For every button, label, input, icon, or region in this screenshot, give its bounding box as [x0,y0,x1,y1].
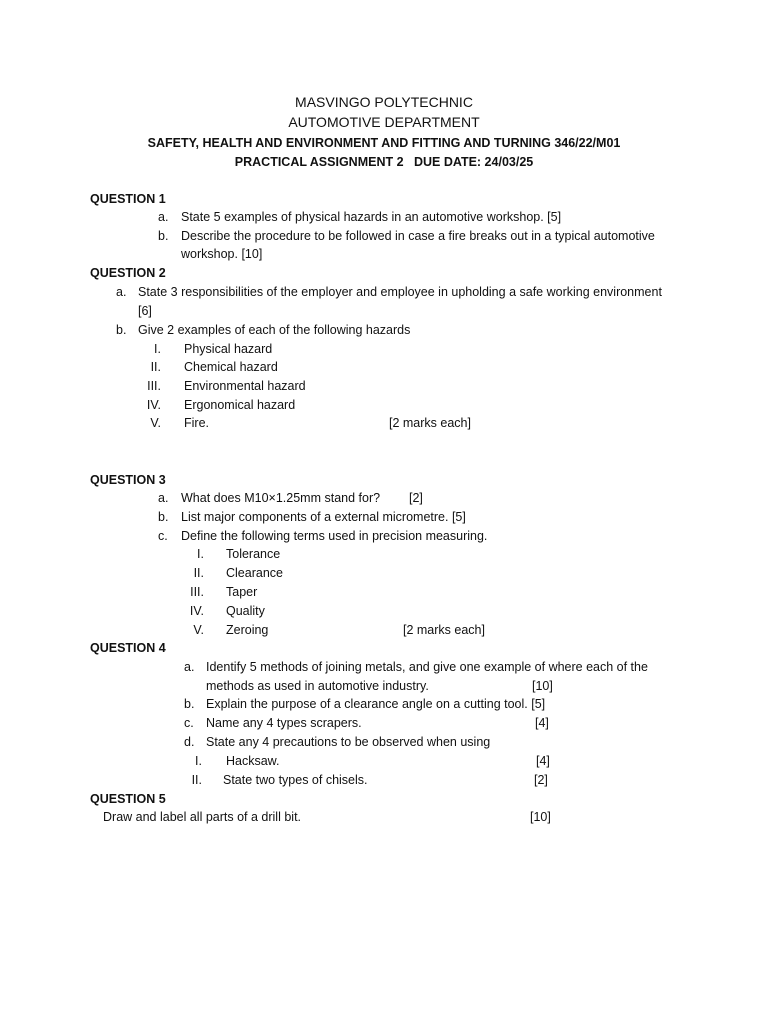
q2-a-text-line1: State 3 responsibilities of the employer and employee in upholding a safe working environment [138,285,662,299]
question-4-title: QUESTION 4 [90,641,166,655]
question-2-title: QUESTION 2 [90,266,166,280]
q4-a-marks: [10] [532,679,553,693]
q4-a-text-line1: Identify 5 methods of joining metals, and give one example of where each of the [206,660,648,674]
q3-a-marker: a. [158,491,169,505]
q4-ii-marks: [2] [534,773,548,787]
q2-item-number: II. [150,360,161,374]
q2-item-text: Fire. [184,416,209,430]
q3-item-number: II. [193,566,204,580]
q5-text: Draw and label all parts of a drill bit. [103,810,302,824]
q1-a-marker: a. [158,210,169,224]
q3-a-marks: [2] [409,491,423,505]
q3-item-number: V. [193,623,204,637]
q2-b-text: Give 2 examples of each of the following hazards [138,323,411,337]
q2-item-number: III. [147,379,161,393]
q2-marks-each: [2 marks each] [389,416,471,430]
q3-b-marker: b. [158,510,169,524]
q5-marks: [10] [530,810,551,824]
q3-c-text: Define the following terms used in precision measuring. [181,529,488,543]
q4-c-text: Name any 4 types scrapers. [206,716,362,730]
q4-i-text: Hacksaw. [226,754,280,768]
q3-c-marker: c. [158,529,168,543]
q3-item-text: Clearance [226,566,283,580]
q4-i-number: I. [195,754,202,768]
q4-d-text: State any 4 precautions to be observed when using [206,735,491,749]
q3-marks-each: [2 marks each] [403,623,485,637]
q2-a-marker: a. [116,285,127,299]
q2-a-text-line2: [6] [138,304,152,318]
question-1-title: QUESTION 1 [90,192,166,206]
q4-ii-text: State two types of chisels. [223,773,368,787]
question-5-title: QUESTION 5 [90,792,166,806]
q4-c-marks: [4] [535,716,549,730]
q4-b-text: Explain the purpose of a clearance angle on a cutting tool. [5] [206,697,546,711]
q4-c-marker: c. [184,716,194,730]
course-title: SAFETY, HEALTH AND ENVIRONMENT AND FITTING AND TURNING 346/22/M01 [147,136,621,150]
q2-item-number: IV. [146,398,161,412]
q3-item-text: Taper [226,585,258,599]
q4-a-marker: a. [184,660,195,674]
q2-item-text: Physical hazard [184,342,273,356]
q1-a-text: State 5 examples of physical hazards in an automotive workshop. [5] [181,210,562,224]
q3-item-number: I. [197,547,204,561]
q3-item-number: IV. [189,604,204,618]
q1-b-text-line1: Describe the procedure to be followed in case a fire breaks out in a typical automotive [181,229,655,243]
q1-b-text-line2: workshop. [10] [181,247,263,261]
q2-item-text: Chemical hazard [184,360,278,374]
q4-i-marks: [4] [536,754,550,768]
assignment-title: PRACTICAL ASSIGNMENT 2 DUE DATE: 24/03/25 [234,155,534,169]
q4-a-text-line2: methods as used in automotive industry. [206,679,429,693]
q3-item-text: Zeroing [226,623,269,637]
q4-ii-number: II. [191,773,202,787]
q2-item-text: Ergonomical hazard [184,398,296,412]
q1-b-marker: b. [158,229,169,243]
q2-item-number: V. [150,416,161,430]
q4-d-marker: d. [184,735,195,749]
q3-item-text: Quality [226,604,265,618]
q3-item-number: III. [190,585,204,599]
q2-item-text: Environmental hazard [184,379,306,393]
q3-a-text: What does M10×1.25mm stand for? [181,491,381,505]
institution-title: MASVINGO POLYTECHNIC [295,94,473,110]
department-title: AUTOMOTIVE DEPARTMENT [288,114,480,130]
q2-item-number: I. [154,342,161,356]
q3-b-text: List major components of a external micrometre. [5] [181,510,466,524]
q3-item-text: Tolerance [226,547,281,561]
q4-b-marker: b. [184,697,195,711]
q2-b-marker: b. [116,323,127,337]
question-3-title: QUESTION 3 [90,473,166,487]
